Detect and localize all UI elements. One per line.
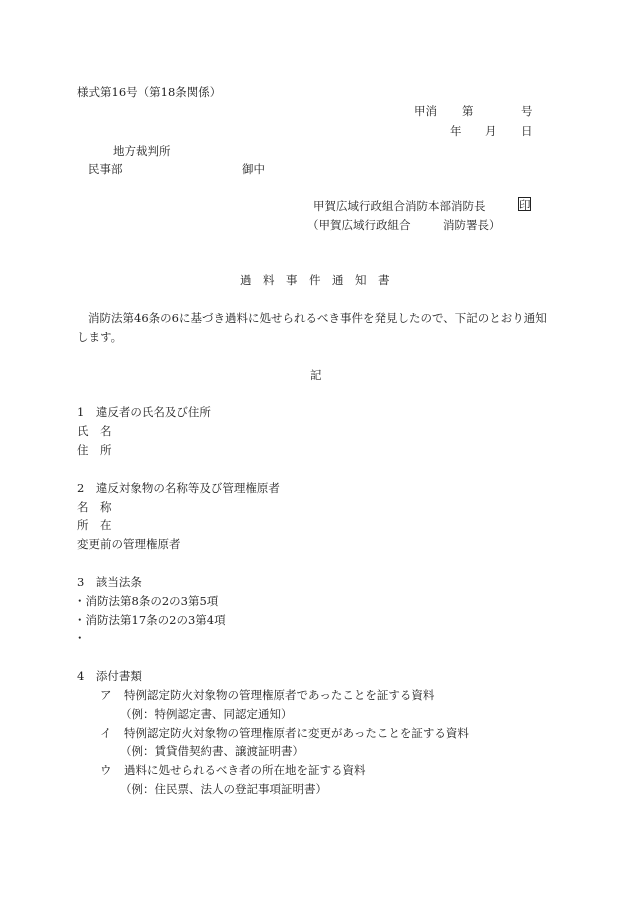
attachment-mark: ア — [100, 688, 112, 702]
doc-number-go: 号 — [521, 104, 533, 118]
section-1-heading: 1 違反者の氏名及び住所 — [77, 405, 211, 419]
field-label-object-name: 名 称 — [77, 500, 112, 514]
law-article-item: ・ — [74, 631, 86, 645]
attachment-example: （例：賃貸借契約書、譲渡証明書） — [120, 744, 304, 758]
form-number: 様式第16号（第18条関係） — [77, 85, 222, 99]
addressee-division: 民事部 — [88, 162, 123, 176]
field-label-address: 住 所 — [77, 443, 112, 457]
sender-alt-suffix: 消防署長） — [443, 218, 501, 232]
date-year: 年 — [450, 124, 462, 138]
law-article-item: ・消防法第8条の2の3第5項 — [74, 594, 219, 608]
attachment-mark: イ — [100, 726, 112, 740]
attachment-example: （例：特例認定書、同認定通知） — [120, 707, 293, 721]
ki-heading: 記 — [310, 368, 322, 382]
section-2-heading: 2 違反対象物の名称等及び管理権原者 — [77, 481, 280, 495]
doc-number-dai: 第 — [462, 104, 474, 118]
law-article-item: ・消防法第17条の2の3第4項 — [74, 613, 226, 627]
addressee-honorific: 御中 — [242, 162, 265, 176]
field-label-name: 氏 名 — [77, 424, 112, 438]
date-day: 日 — [521, 124, 533, 138]
sender-name: 甲賀広域行政組合消防本部消防長 — [313, 199, 486, 213]
attachment-item: 特例認定防火対象物の管理権原者に変更があったことを証する資料 — [124, 726, 469, 740]
doc-number-prefix: 甲消 — [414, 104, 437, 118]
section-4-heading: 4 添付書類 — [77, 669, 142, 683]
document-title: 過 料 事 件 通 知 書 — [240, 273, 390, 287]
attachment-item: 過料に処せられるべき者の所在地を証する資料 — [124, 763, 366, 777]
attachment-mark: ウ — [100, 763, 112, 777]
section-3-heading: 3 該当法条 — [77, 575, 142, 589]
date-month: 月 — [485, 124, 497, 138]
seal-mark: 印 — [519, 198, 531, 212]
sender-alt-prefix: （甲賀広域行政組合 — [307, 218, 411, 232]
attachment-example: （例：住民票、法人の登記事項証明書） — [120, 782, 327, 796]
body-line-2: します。 — [77, 330, 123, 344]
field-label-location: 所 在 — [77, 518, 112, 532]
addressee-court: 地方裁判所 — [113, 144, 171, 158]
body-line-1: 消防法第46条の6に基づき過料に処せられるべき事件を発見したので、下記のとおり通知 — [88, 311, 547, 325]
field-label-prev-manager: 変更前の管理権原者 — [77, 537, 181, 551]
attachment-item: 特例認定防火対象物の管理権原者であったことを証する資料 — [124, 688, 435, 702]
